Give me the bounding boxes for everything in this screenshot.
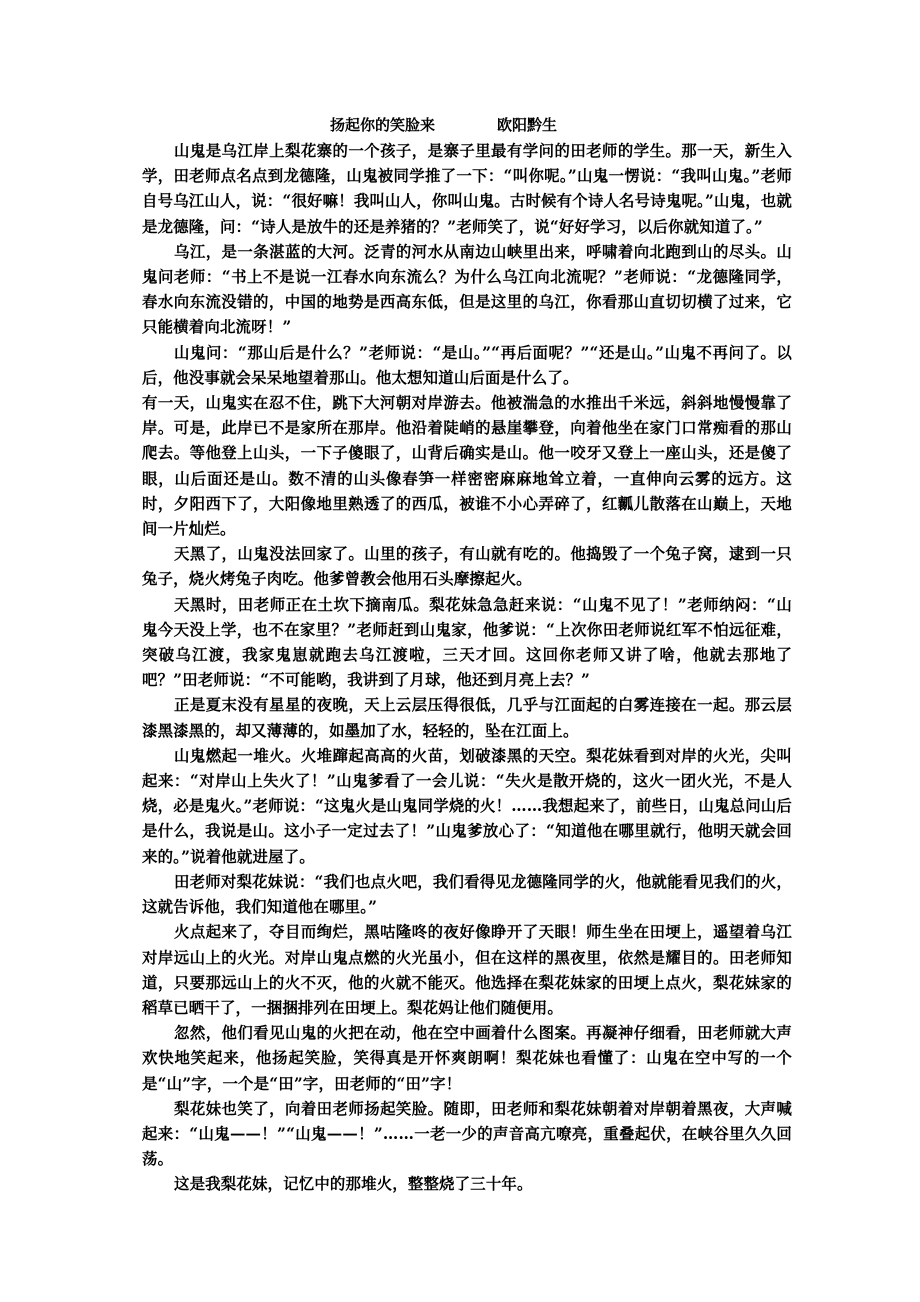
paragraph: 天黑时，田老师正在土坎下摘南瓜。梨花妹急急赶来说：“山鬼不见了！”老师纳闷：“山鬼今天没上学，也不在家里？”老师赶到山鬼家，他爹说：“上次你田老师说红军不怕远征难，突破乌江渡，我家鬼崽就跑去乌江渡啦，三天才回。这回你老师又讲了啥，他就去那地了吧？”田老师说：“不可能哟，我讲到了月球，他还到月亮上去？” bbox=[142, 595, 792, 690]
paragraph: 火点起来了，夺目而绚烂，黑咕隆咚的夜好像睁开了天眼！师生坐在田埂上，遥望着乌江对岸远山上的火光。对岸山鬼点燃的火光虽小，但在这样的黑夜里，依然是耀目的。田老师知道，只要那远山上的火不灭，他的火就不能灭。他选择在梨花妹家的田埂上点火，梨花妹家的稻草已晒干了，一捆捆排列在田埂上。梨花妈让他们随便用。 bbox=[142, 923, 792, 1017]
paragraph: 山鬼问：“那山后是什么？”老师说：“是山。”“再后面呢？”“还是山。”山鬼不再问了。以后，他没事就会呆呆地望着那山。他太想知道山后面是什么了。 bbox=[142, 343, 792, 387]
story-title: 扬起你的笑脸来 bbox=[330, 116, 436, 134]
paragraph: 正是夏末没有星星的夜晚，天上云层压得很低，几乎与江面起的白雾连接在一起。那云层漆黑漆黑的，却又薄薄的，如墨加了水，轻轻的，坠在江面上。 bbox=[142, 696, 792, 740]
paragraph: 梨花妹也笑了，向着田老师扬起笑脸。随即，田老师和梨花妹朝着对岸朝着黑夜，大声喊起来：“山鬼——！”“山鬼——！”……一老一少的声音高亢嘹亮，重叠起伏，在峡谷里久久回荡。 bbox=[142, 1099, 792, 1169]
document-page bbox=[142, 112, 792, 1198]
title-line bbox=[142, 112, 792, 139]
paragraph: 山鬼是乌江岸上梨花寨的一个孩子，是寨子里最有学问的田老师的学生。那一天，新生入学，田老师点名点到龙德隆，山鬼被同学推了一下：“叫你呢。”山鬼一愣说：“我叫山鬼。”老师自号乌江山人，说：“很好嘛！我叫山人，你叫山鬼。古时候有个诗人名号诗鬼呢。”山鬼，也就是龙德隆，问：“诗人是放牛的还是养猪的？”老师笑了，说“好好学习，以后你就知道了。” bbox=[142, 142, 792, 236]
author-name: 欧阳黔生 bbox=[497, 116, 558, 134]
paragraph: 有一天，山鬼实在忍不住，跳下大河朝对岸游去。他被湍急的水推出千米远，斜斜地慢慢靠了岸。可是，此岸已不是家所在那岸。他沿着陡峭的悬崖攀登，向着他坐在家门口常痴看的那山爬去。等他登上山头，一下子傻眼了，山背后确实是山。他一咬牙又登上一座山头，还是傻了眼，山后面还是山。数不清的山头像春笋一样密密麻麻地耸立着，一直伸向云雾的远方。这时，夕阳西下了，大阳像地里熟透了的西瓜，被谁不小心弄碎了，红瓤儿散落在山巅上，天地间一片灿烂。 bbox=[142, 394, 792, 539]
paragraph: 忽然，他们看见山鬼的火把在动，他在空中画着什么图案。再凝神仔细看，田老师就大声欢快地笑起来，他扬起笑脸，笑得真是开怀爽朗啊！梨花妹也看懂了：山鬼在空中写的一个是“山”字，一个是“田”字，田老师的“田”字！ bbox=[142, 1024, 792, 1093]
paragraph: 这是我梨花妹，记忆中的那堆火，整整烧了三十年。 bbox=[174, 1175, 533, 1194]
paragraph: 乌江，是一条湛蓝的大河。泛青的河水从南边山峡里出来，呼啸着向北跑到山的尽头。山鬼问老师：“书上不是说一江春水向东流么？为什么乌江向北流呢？”老师说：“龙德隆同学，春水向东流没错的，中国的地势是西高东低，但是这里的乌江，你看那山直切切横了过来，它只能横着向北流呀！” bbox=[142, 242, 792, 337]
story-body bbox=[142, 139, 792, 1198]
paragraph: 山鬼燃起一堆火。火堆蹿起高高的火苗，划破漆黑的天空。梨花妹看到对岸的火光，尖叫起来：“对岸山上失火了！”山鬼爹看了一会儿说：“失火是散开烧的，这火一团火光，不是人烧，必是鬼火。”老师说：“这鬼火是山鬼同学烧的火！……我想起来了，前些日，山鬼总问山后是什么，我说是山。这小子一定过去了！”山鬼爹放心了：“知道他在哪里就行，他明天就会回来的。”说着他就进屋了。 bbox=[142, 746, 792, 866]
paragraph: 天黑了，山鬼没法回家了。山里的孩子，有山就有吃的。他捣毁了一个兔子窝，逮到一只兔子，烧火烤兔子肉吃。他爹曾教会他用石头摩擦起火。 bbox=[142, 545, 792, 589]
paragraph: 田老师对梨花妹说：“我们也点火吧，我们看得见龙德隆同学的火，他就能看见我们的火，这就告诉他，我们知道他在哪里。” bbox=[142, 872, 792, 917]
